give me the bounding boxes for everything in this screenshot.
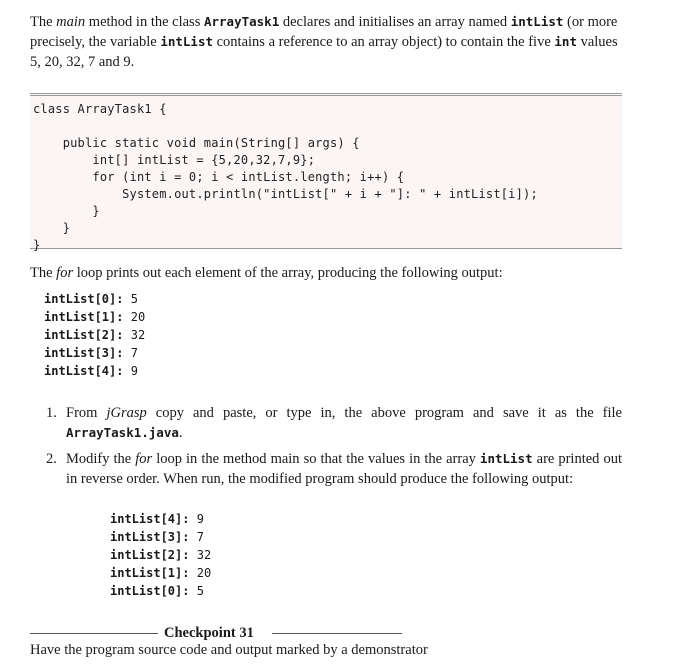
- code-line: }: [33, 221, 71, 235]
- intro-text: The: [30, 14, 57, 30]
- task-number: 2.: [46, 451, 57, 467]
- intro-main-keyword: main: [56, 14, 86, 30]
- class-name-code: ArrayTask1: [203, 14, 280, 29]
- output-line: intList[2]: 32: [110, 548, 212, 562]
- intro-text: declares and initialises an array named: [279, 14, 511, 30]
- code-line: for (int i = 0; i < intList.length; i++) {: [33, 170, 405, 184]
- checkpoint-title: Checkpoint 31: [164, 625, 254, 641]
- output-line: intList[4]: 9: [44, 364, 138, 378]
- for-keyword: for: [56, 265, 74, 281]
- jgrasp-name: jGrasp: [106, 405, 147, 421]
- code-line: }: [33, 204, 100, 218]
- output-line: intList[1]: 20: [110, 566, 212, 580]
- output-line: intList[3]: 7: [44, 346, 138, 360]
- intro-text: values 5, 20, 32, 7 and 9.: [30, 34, 618, 70]
- output-line: intList[0]: 5: [44, 292, 138, 306]
- forward-output: [44, 290, 145, 380]
- type-name-code: int: [554, 34, 577, 49]
- intro-text: contains a reference to an array object) to contain the five: [213, 34, 555, 50]
- output-line: intList[0]: 5: [110, 584, 204, 598]
- code-line: int[] intList = {5,20,32,7,9};: [33, 153, 316, 167]
- code-line: public static void main(String[] args) {: [33, 136, 360, 150]
- divider: [30, 633, 158, 634]
- intro-text: (or more precisely, the variable: [30, 14, 618, 50]
- filename-code: ArrayTask1.java: [66, 425, 179, 440]
- loop-text: loop prints out each element of the array, producing the following output:: [73, 265, 503, 281]
- task-item-1: 1. From jGrasp copy and paste, or type in, the above program and save it as the file ArrayTask1.java.: [46, 405, 622, 441]
- code-listing: [30, 93, 622, 252]
- output-line: intList[4]: 9: [110, 512, 204, 526]
- task-item-2: 2. Modify the for loop in the method main so that the values in the array intList are printed out in reverse order. When run, the modified program should produce the following output:: [46, 451, 622, 487]
- intro-paragraph: [30, 12, 630, 72]
- output-line: intList[2]: 32: [44, 328, 146, 342]
- loop-text: The: [30, 265, 57, 281]
- divider: [272, 633, 402, 634]
- checkpoint-note: Have the program source code and output marked by a demonstrator: [30, 642, 428, 658]
- task-number: 1.: [46, 405, 57, 421]
- variable-name-code: intList: [510, 14, 564, 29]
- task-list: [30, 403, 622, 489]
- for-keyword: for: [135, 451, 153, 467]
- loop-paragraph: [30, 263, 503, 283]
- intro-text: method in the class: [85, 14, 204, 30]
- code-block: [30, 96, 622, 254]
- code-line: class ArrayTask1 {: [33, 102, 167, 116]
- reverse-output: [110, 510, 211, 600]
- code-line: }: [33, 238, 41, 252]
- code-line: System.out.println("intList[" + i + "]: " + intList[i]);: [33, 187, 538, 201]
- variable-name-code: intList: [160, 34, 213, 49]
- variable-name-code: intList: [479, 451, 533, 466]
- output-line: intList[3]: 7: [110, 530, 204, 544]
- checkpoint-header: [30, 624, 402, 642]
- output-line: intList[1]: 20: [44, 310, 146, 324]
